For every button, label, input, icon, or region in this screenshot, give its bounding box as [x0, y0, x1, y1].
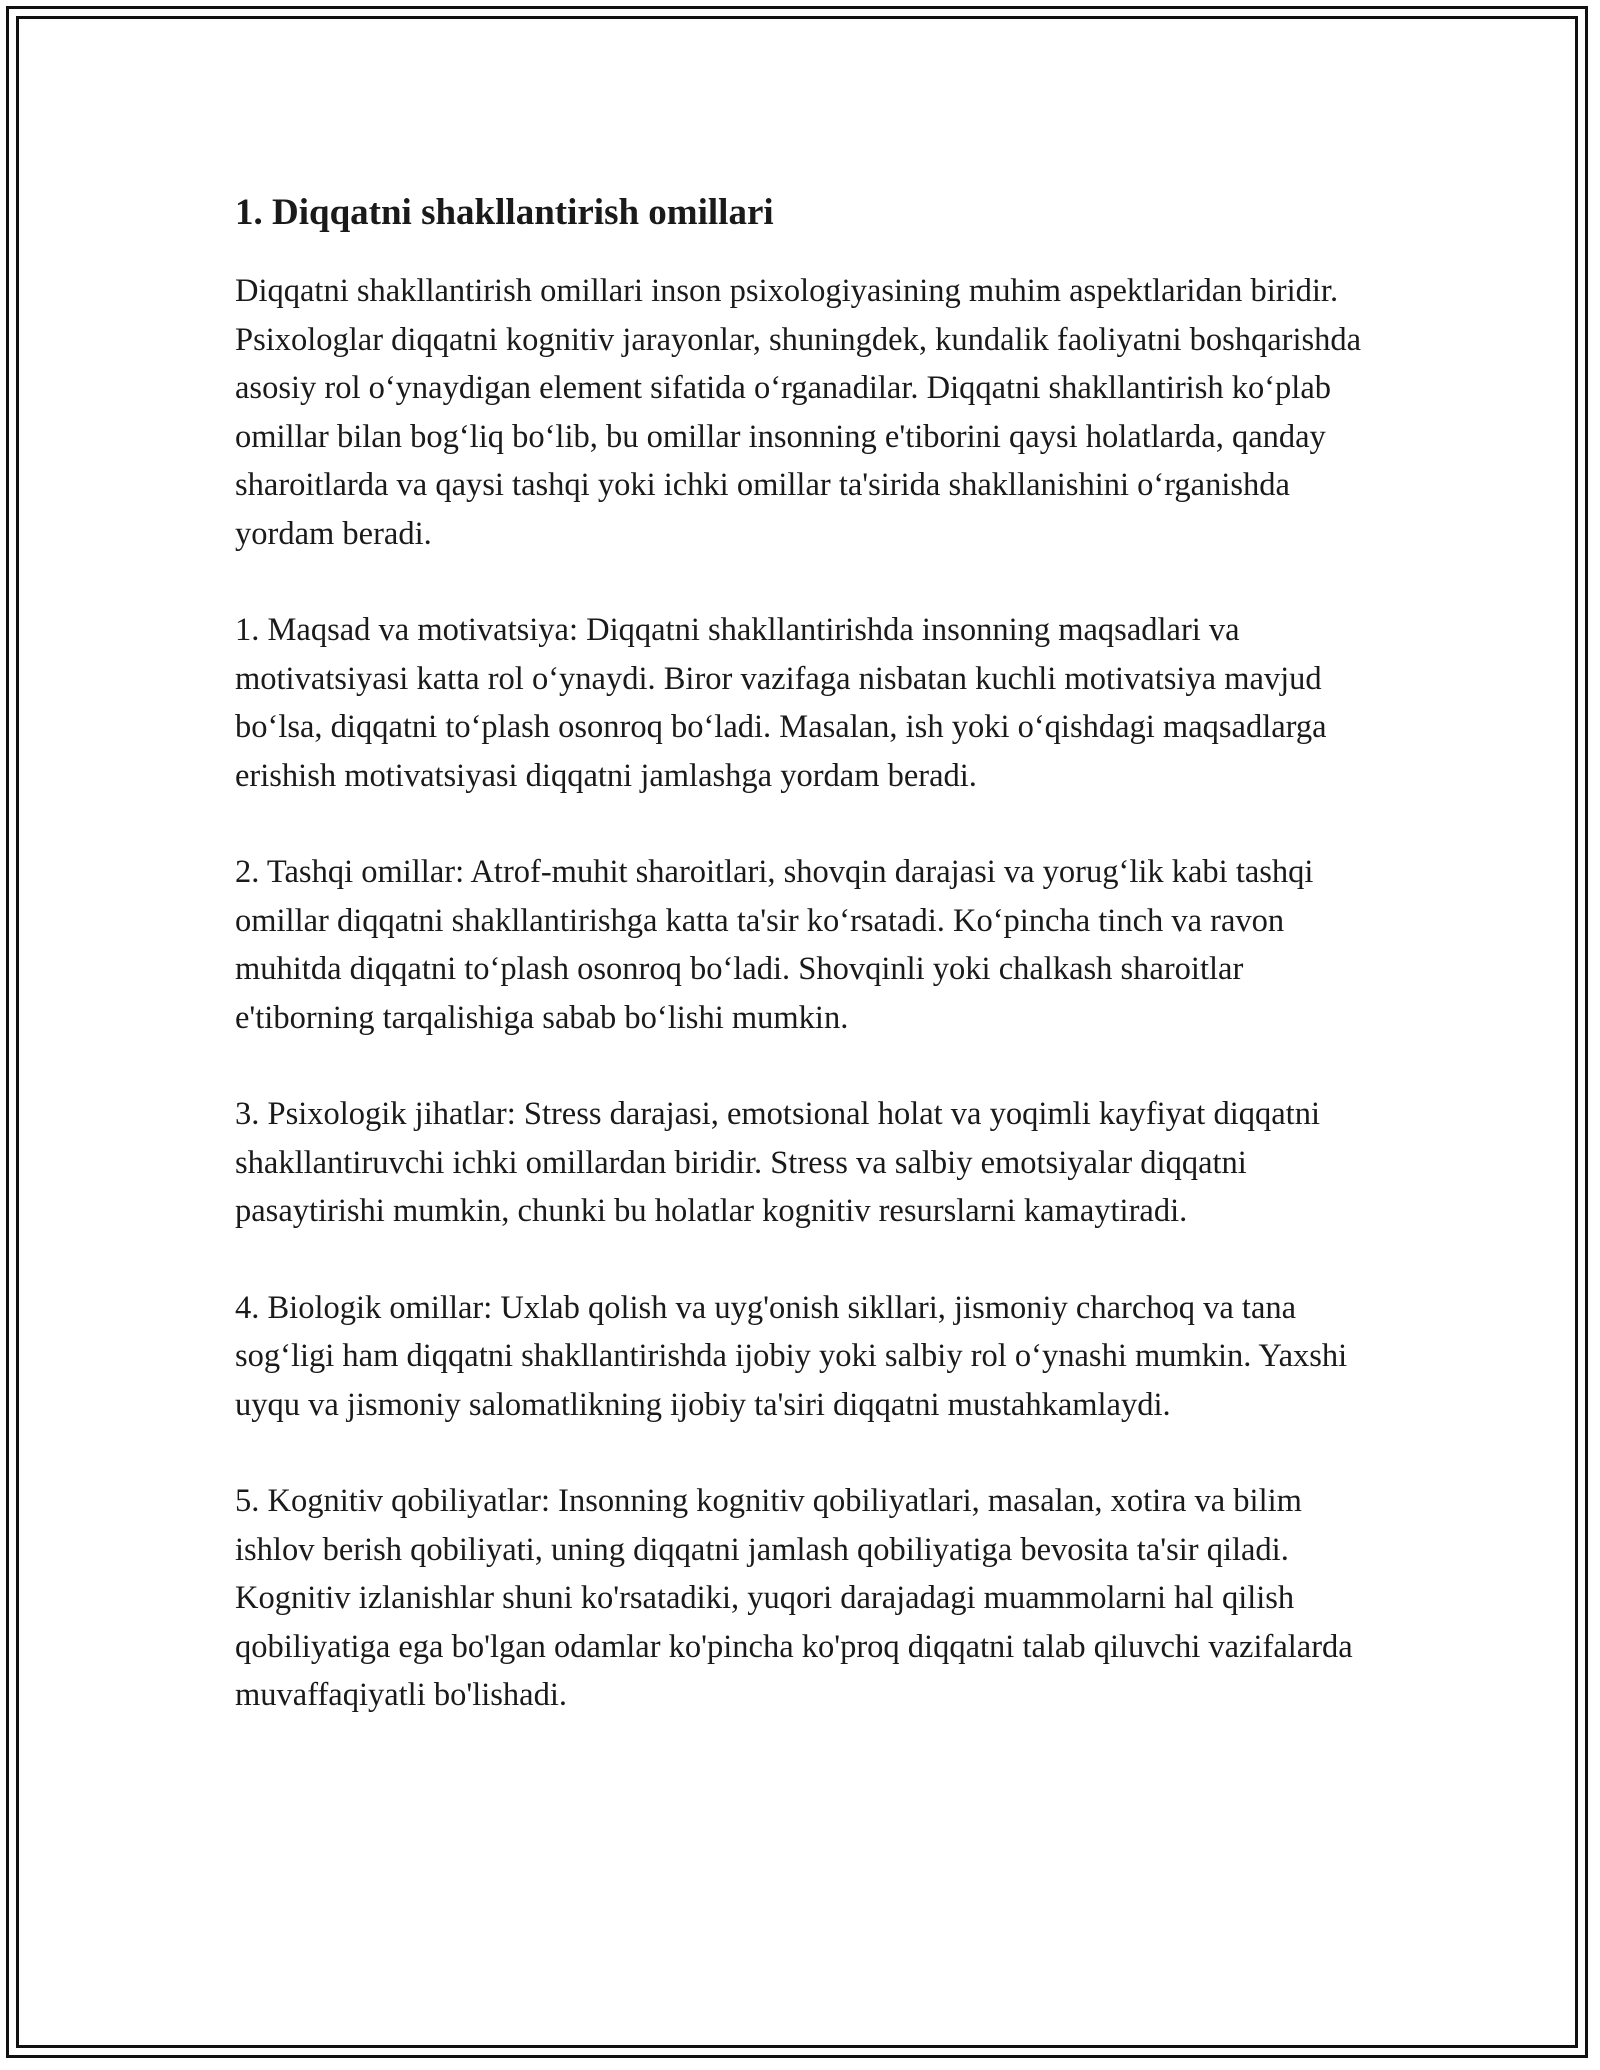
section-title: 1. Diqqatni shakllantirish omillari: [235, 192, 774, 233]
paragraph-cognitive-abilities: 5. Kognitiv qobiliyatlar: Insonning kognitiv qobiliyatlari, masalan, xotira va bilim ishlov berish qobiliyati, uning diqqatni jamlash qobiliyatiga bevosita ta'sir qiladi. Kognitiv izlanishlar shuni ko'rsatadiki, yuqori darajadagi muammolarni hal qilish qobiliyatiga ega bo'lgan odamlar ko'pincha ko'proq diqqatni talab qiluvchi vazifalarda muvaffaqiyatli bo'lishadi.: [235, 1483, 1353, 1713]
paragraph-psychological-aspects: 3. Psixologik jihatlar: Stress darajasi, emotsional holat va yoqimli kayfiyat diqqatni shakllantiruvchi ichki omillardan biridir. Stress va salbiy emotsiyalar diqqatni pasaytirishi mumkin, chunki bu holatlar kognitiv resurslarni kamaytiradi.: [235, 1096, 1320, 1229]
paragraph-external-factors: 2. Tashqi omillar: Atrof-muhit sharoitlari, shovqin darajasi va yorugʻlik kabi tashqi omillar diqqatni shakllantirishga katta ta'sir koʻrsatadi. Koʻpincha tinch va ravon muhitda diqqatni toʻplash osonroq boʻladi. Shovqinli yoki chalkash sharoitlar e'tiborning tarqalishiga sabab boʻlishi mumkin.: [235, 854, 1314, 1036]
paragraph-biological-factors: 4. Biologik omillar: Uxlab qolish va uyg'onish sikllari, jismoniy charchoq va tana sogʻligi ham diqqatni shakllantirishda ijobiy yoki salbiy rol oʻynashi mumkin. Yaxshi uyqu va jismoniy salomatlikning ijobiy ta'siri diqqatni mustahkamlaydi.: [235, 1289, 1348, 1423]
paragraph-motivation: 1. Maqsad va motivatsiya: Diqqatni shakllantirishda insonning maqsadlari va motivatsiyasi katta rol oʻynaydi. Biror vazifaga nisbatan kuchli motivatsiya mavjud boʻlsa, diqqatni toʻplash osonroq boʻladi. Masalan, ish yoki oʻqishdagi maqsadlarga erishish motivatsiyasi diqqatni jamlashga yordam beradi.: [235, 612, 1327, 794]
intro-paragraph: Diqqatni shakllantirish omillari inson psixologiyasining muhim aspektlaridan biridir. Psixologlar diqqatni kognitiv jarayonlar, shuningdek, kundalik faoliyatni boshqarishda asosiy rol oʻynaydigan element sifatida oʻrganadilar. Diqqatni shakllantirish koʻplab omillar bilan bogʻliq boʻlib, bu omillar insonning e'tiborini qaysi holatlarda, qanday sharoitlarda va qaysi tashqi yoki ichki omillar ta'sirida shakllanishini oʻrganishda yordam beradi.: [235, 273, 1362, 552]
document-body: [235, 185, 1380, 1768]
